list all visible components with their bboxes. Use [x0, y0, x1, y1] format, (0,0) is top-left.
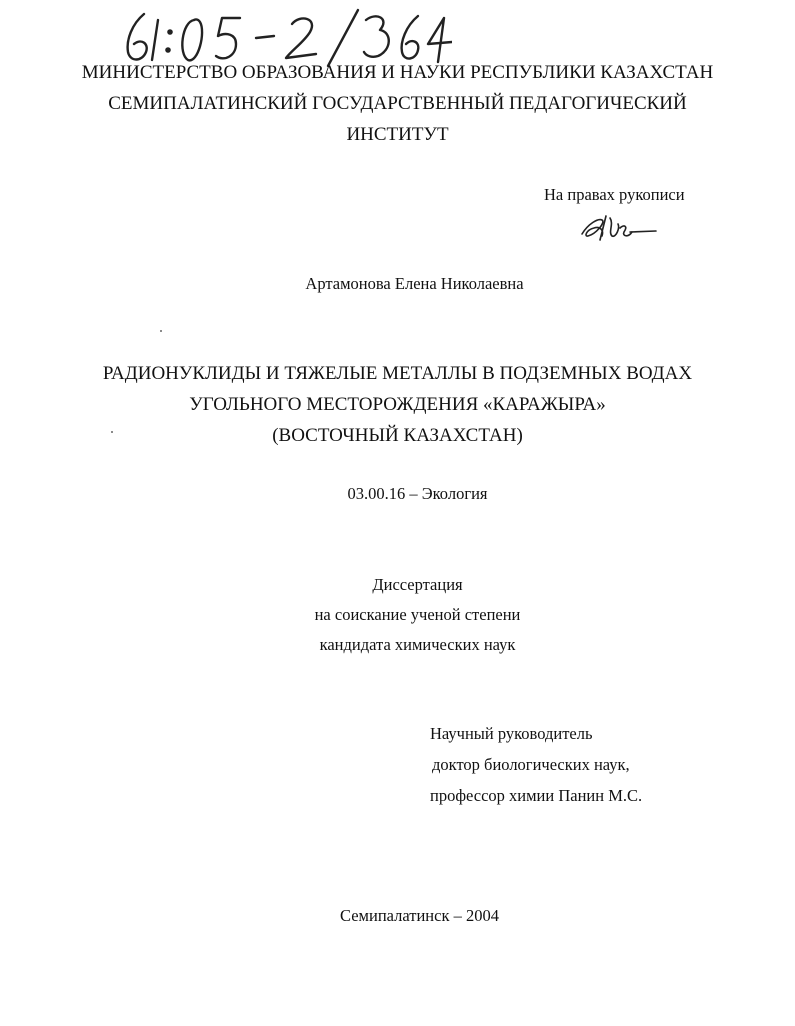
supervisor-label: Научный руководитель [430, 724, 593, 743]
supervisor-degree: доктор биологических наук, [432, 755, 630, 774]
author-name: Артамонова Елена Николаевна [305, 274, 524, 293]
place-year: Семипалатинск – 2004 [340, 906, 499, 925]
title-line-2: УГОЛЬНОГО МЕСТОРОЖДЕНИЯ «КАРАЖЫРА» [189, 394, 606, 415]
handwritten-archive-number [122, 6, 452, 68]
degree-line-2: кандидата химических наук [319, 635, 516, 654]
signature [578, 210, 658, 244]
specialty-code: 03.00.16 – Экология [347, 484, 488, 503]
ministry-line: МИНИСТЕРСТВО ОБРАЗОВАНИЯ И НАУКИ РЕСПУБЛИКИ КАЗАХСТАН [81, 62, 714, 83]
title-line-1: РАДИОНУКЛИДЫ И ТЯЖЕЛЫЕ МЕТАЛЛЫ В ПОДЗЕМНЫХ ВОДАХ [102, 363, 693, 384]
degree-line-1: на соискание ученой степени [314, 605, 521, 624]
dissertation-label: Диссертация [372, 575, 463, 594]
title-line-3: (ВОСТОЧНЫЙ КАЗАХСТАН) [272, 425, 523, 446]
institute-line-1: СЕМИПАЛАТИНСКИЙ ГОСУДАРСТВЕННЫЙ ПЕДАГОГИЧЕСКИЙ [108, 93, 687, 114]
institute-line-2: ИНСТИТУТ [346, 124, 449, 145]
manuscript-note: На правах рукописи [544, 185, 685, 204]
supervisor-name: профессор химии Панин М.С. [430, 786, 643, 805]
scan-speck [160, 330, 162, 332]
